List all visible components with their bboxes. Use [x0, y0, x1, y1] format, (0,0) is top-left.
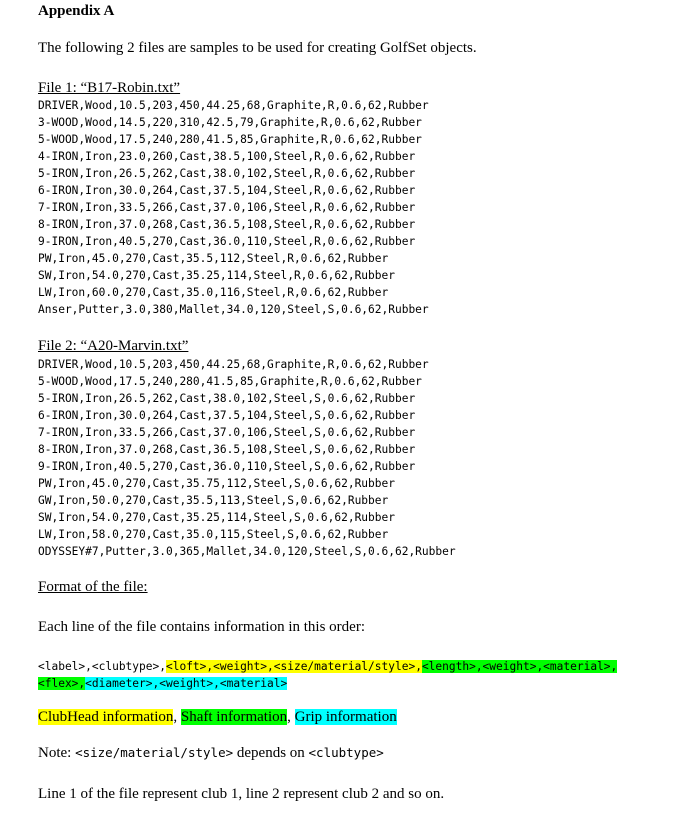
file-1-line: SW,Iron,54.0,270,Cast,35.25,114,Steel,R,0.6,62,Rubber [38, 269, 395, 282]
file-2-line: LW,Iron,58.0,270,Cast,35.0,115,Steel,S,0.6,62,Rubber [38, 528, 389, 541]
file-2-line: GW,Iron,50.0,270,Cast,35.5,113,Steel,S,0.6,62,Rubber [38, 494, 389, 507]
file-2-title: File 2: “A20-Marvin.txt” [38, 338, 189, 354]
note-prefix: Note: [38, 745, 76, 761]
legend-separator: , [173, 709, 181, 725]
note-code-size-material-style: <size/material/style> [75, 745, 234, 760]
format-segment-clubhead: <loft>,<weight>,<size/material/style>, [165, 660, 422, 673]
format-segment-shaft: <length>,<weight>,<material>,<flex>, [38, 660, 618, 690]
file-2-line: 5-WOOD,Wood,17.5,240,280,41.5,85,Graphite,R,0.6,62,Rubber [38, 375, 422, 388]
file-2-contents [38, 356, 456, 560]
format-section-title: Format of the file: [38, 579, 148, 595]
format-segment-plain: <label>,<clubtype>, [38, 660, 166, 673]
file-1-line: Anser,Putter,3.0,380,Mallet,34.0,120,Steel,S,0.6,62,Rubber [38, 303, 429, 316]
file-1-line: 4-IRON,Iron,23.0,260,Cast,38.5,100,Steel,R,0.6,62,Rubber [38, 150, 416, 163]
file-1-line: 8-IRON,Iron,37.0,268,Cast,36.5,108,Steel,R,0.6,62,Rubber [38, 218, 416, 231]
note-code-clubtype: <clubtype> [308, 745, 384, 760]
file-1-line: 9-IRON,Iron,40.5,270,Cast,36.0,110,Steel,R,0.6,62,Rubber [38, 235, 416, 248]
intro-paragraph: The following 2 files are samples to be used for creating GolfSet objects. [38, 40, 477, 56]
legend-separator: , [287, 709, 295, 725]
note-middle: depends on [233, 745, 309, 761]
file-2-line: 6-IRON,Iron,30.0,264,Cast,37.5,104,Steel,S,0.6,62,Rubber [38, 409, 416, 422]
file-1-line: 5-WOOD,Wood,17.5,240,280,41.5,85,Graphite,R,0.6,62,Rubber [38, 133, 422, 146]
legend-grip: Grip information [294, 709, 397, 725]
file-1-line: 5-IRON,Iron,26.5,262,Cast,38.0,102,Steel,R,0.6,62,Rubber [38, 167, 416, 180]
file-1-contents [38, 97, 429, 318]
file-1-line: LW,Iron,60.0,270,Cast,35.0,116,Steel,R,0.6,62,Rubber [38, 286, 389, 299]
format-segment-grip: <diameter>,<weight>,<material> [85, 677, 288, 690]
file-2-line: ODYSSEY#7,Putter,3.0,365,Mallet,34.0,120,Steel,S,0.6,62,Rubber [38, 545, 456, 558]
appendix-heading: Appendix A [38, 3, 115, 19]
file-1-line: DRIVER,Wood,10.5,203,450,44.25,68,Graphite,R,0.6,62,Rubber [38, 99, 429, 112]
file-1-line: 7-IRON,Iron,33.5,266,Cast,37.0,106,Steel,R,0.6,62,Rubber [38, 201, 416, 214]
file-2-line: 9-IRON,Iron,40.5,270,Cast,36.0,110,Steel,S,0.6,62,Rubber [38, 460, 416, 473]
file-2-line: 5-IRON,Iron,26.5,262,Cast,38.0,102,Steel,S,0.6,62,Rubber [38, 392, 416, 405]
format-description: Each line of the file contains information in this order: [38, 619, 365, 635]
file-2-line: 8-IRON,Iron,37.0,268,Cast,36.5,108,Steel,S,0.6,62,Rubber [38, 443, 416, 456]
file-1-title: File 1: “B17-Robin.txt” [38, 80, 181, 96]
file-1-line: 3-WOOD,Wood,14.5,220,310,42.5,79,Graphite,R,0.6,62,Rubber [38, 116, 422, 129]
file-2-line: 7-IRON,Iron,33.5,266,Cast,37.0,106,Steel,S,0.6,62,Rubber [38, 426, 416, 439]
file-2-line: SW,Iron,54.0,270,Cast,35.25,114,Steel,S,0.6,62,Rubber [38, 511, 395, 524]
note-paragraph [38, 745, 384, 762]
closing-paragraph: Line 1 of the file represent club 1, line 2 represent club 2 and so on. [38, 786, 445, 802]
file-1-line: 6-IRON,Iron,30.0,264,Cast,37.5,104,Steel,R,0.6,62,Rubber [38, 184, 416, 197]
color-legend [38, 709, 397, 726]
file-2-line: PW,Iron,45.0,270,Cast,35.75,112,Steel,S,0.6,62,Rubber [38, 477, 395, 490]
legend-shaft: Shaft information [180, 709, 288, 725]
file-2-line: DRIVER,Wood,10.5,203,450,44.25,68,Graphite,R,0.6,62,Rubber [38, 358, 429, 371]
format-specification [38, 658, 623, 692]
file-1-line: PW,Iron,45.0,270,Cast,35.5,112,Steel,R,0.6,62,Rubber [38, 252, 389, 265]
legend-clubhead: ClubHead information [38, 709, 174, 725]
